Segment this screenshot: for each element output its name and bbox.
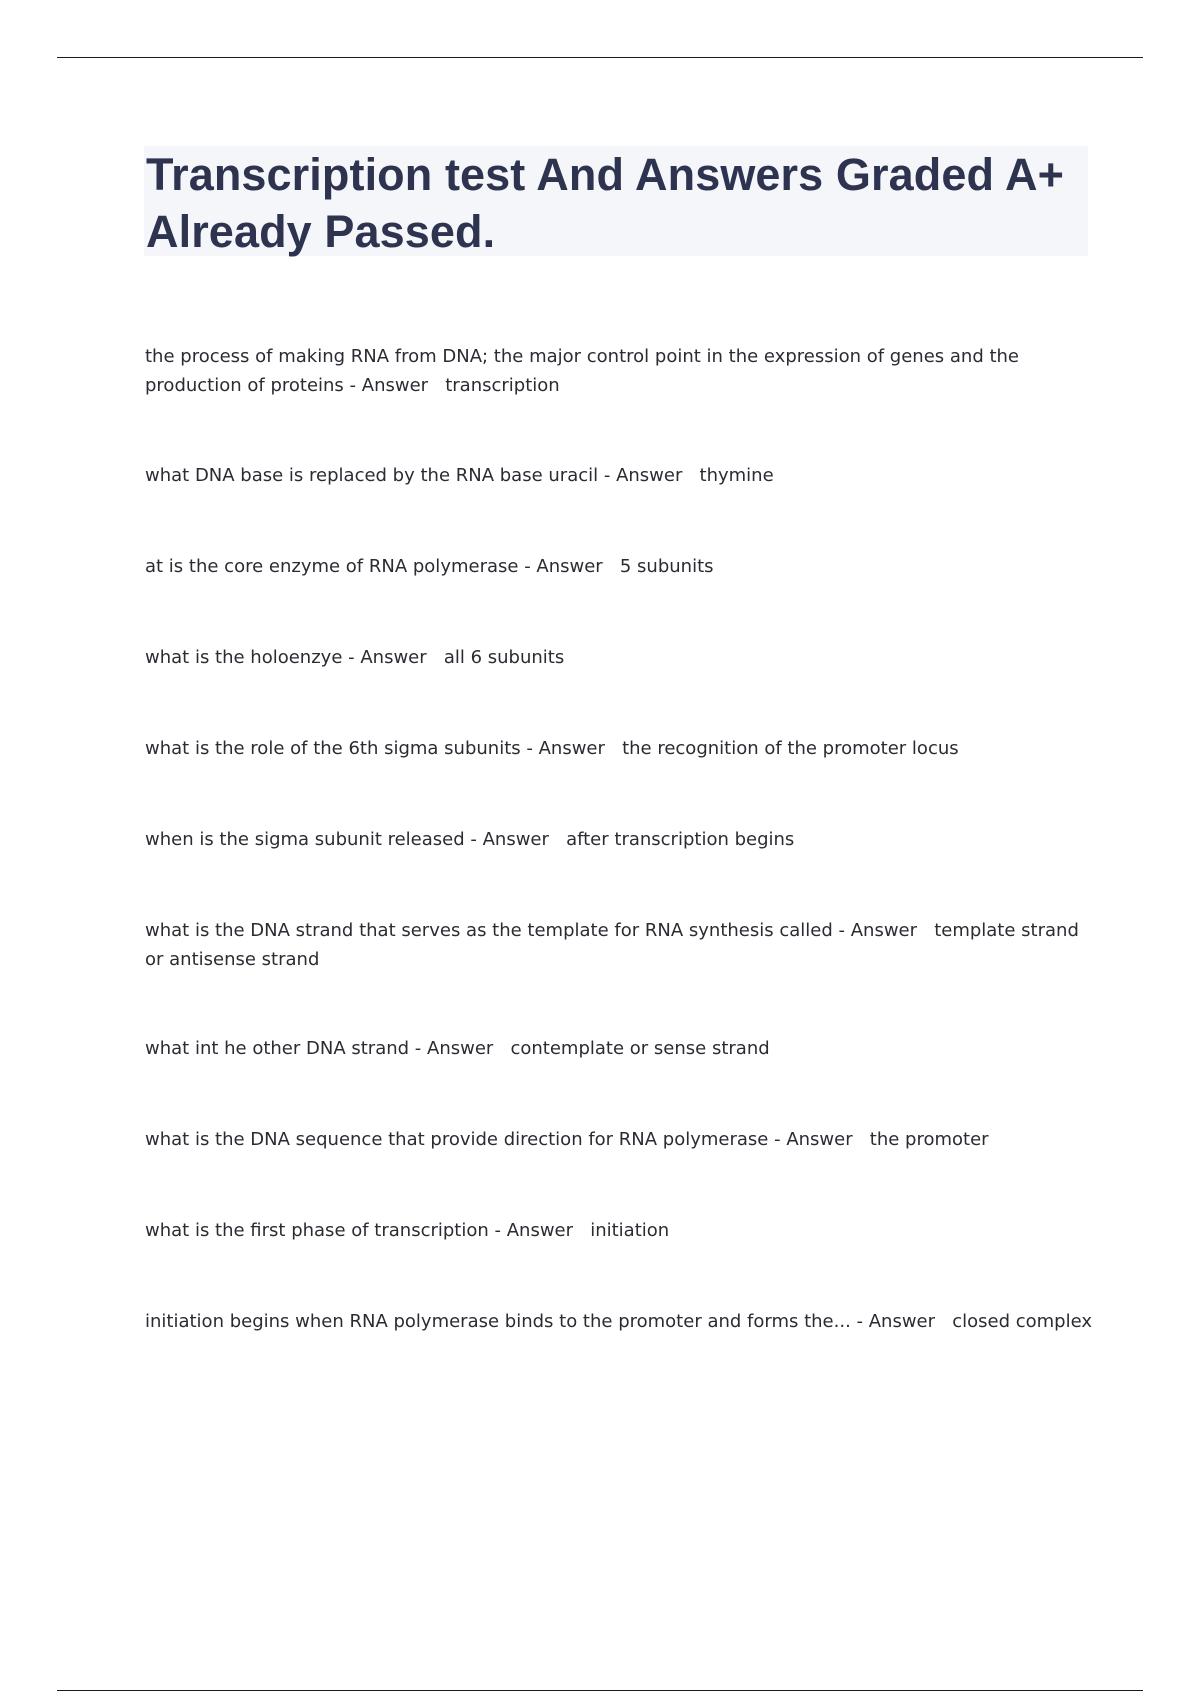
answer-separator: - Answer — [343, 375, 446, 396]
qa-answer: closed complex — [952, 1311, 1092, 1332]
qa-list — [145, 342, 1095, 1336]
qa-question: what is the first phase of transcription — [145, 1220, 489, 1241]
qa-answer: all 6 subunits — [443, 647, 565, 668]
qa-item — [145, 1125, 1095, 1154]
qa-item — [145, 825, 1095, 854]
qa-item — [145, 342, 1095, 400]
answer-separator: - Answer — [520, 738, 623, 759]
qa-answer: after transcription begins — [566, 829, 795, 850]
answer-separator: - Answer — [488, 1220, 591, 1241]
qa-question: when is the sigma subunit released — [145, 829, 465, 850]
answer-separator: - Answer — [409, 1038, 511, 1059]
answer-separator: - Answer — [342, 647, 444, 668]
qa-answer: 5 subunits — [619, 556, 714, 577]
qa-answer: the promoter — [869, 1129, 989, 1150]
footer-rule — [57, 1690, 1143, 1691]
qa-answer: template strand or antisense strand — [145, 920, 1085, 970]
qa-item — [145, 552, 1095, 581]
title-block — [144, 146, 1088, 256]
qa-item — [145, 1216, 1095, 1245]
qa-item — [145, 916, 1095, 974]
qa-answer: thymine — [699, 465, 774, 486]
qa-answer: contemplate or sense strand — [510, 1038, 770, 1059]
qa-answer: the recognition of the promoter locus — [622, 738, 959, 759]
qa-question: initiation begins when RNA polymerase binds to the promoter and forms the... — [145, 1311, 851, 1332]
qa-question: what is the DNA strand that serves as the template for RNA synthesis called — [145, 920, 833, 941]
qa-item — [145, 1034, 1095, 1063]
qa-answer: transcription — [445, 375, 560, 396]
qa-question: the process of making RNA from DNA; the major control point in the expression of genes and the production of proteins — [145, 346, 1025, 396]
qa-answer: initiation — [590, 1220, 670, 1241]
answer-separator: - Answer — [850, 1311, 953, 1332]
qa-item — [145, 734, 1095, 763]
qa-question: what DNA base is replaced by the RNA base uracil — [145, 465, 599, 486]
qa-question: what is the DNA sequence that provide direction for RNA polymerase — [145, 1129, 769, 1150]
header-rule — [57, 57, 1143, 58]
answer-separator: - Answer — [832, 920, 935, 941]
qa-question: at is the core enzyme of RNA polymerase — [145, 556, 519, 577]
qa-item — [145, 461, 1095, 490]
answer-separator: - Answer — [518, 556, 620, 577]
qa-item — [145, 643, 1095, 672]
qa-question: what is the holoenzye — [145, 647, 343, 668]
answer-separator: - Answer — [598, 465, 700, 486]
answer-separator: - Answer — [768, 1129, 870, 1150]
qa-question: what is the role of the 6th sigma subunits — [145, 738, 521, 759]
answer-separator: - Answer — [464, 829, 567, 850]
qa-question: what int he other DNA strand — [145, 1038, 410, 1059]
document-title: Transcription test And Answers Graded A+ Already Passed. — [146, 149, 1064, 257]
qa-item — [145, 1307, 1095, 1336]
